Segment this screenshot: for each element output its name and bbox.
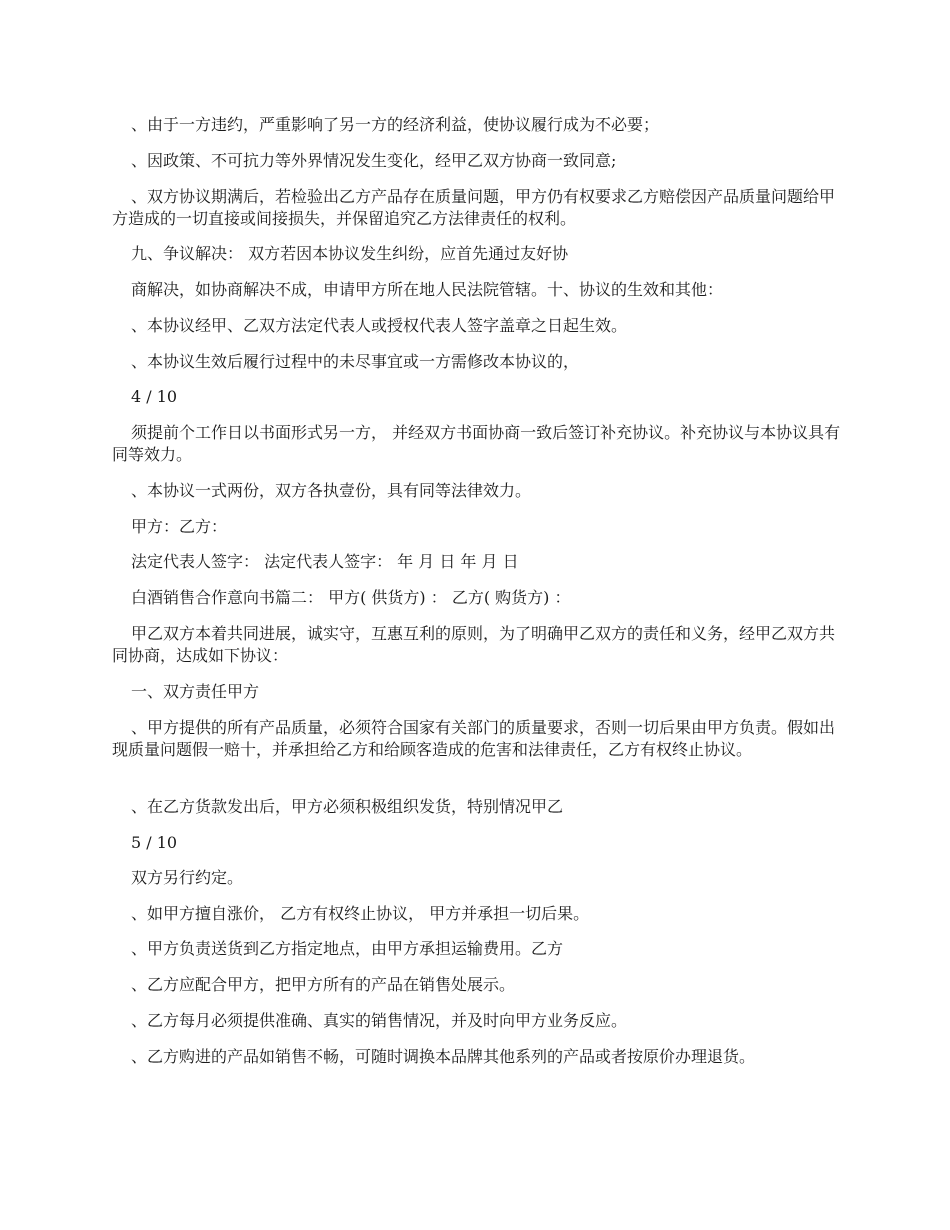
paragraph: 、甲方提供的所有产品质量，必须符合国家有关部门的质量要求，否则一切后果由甲方负责。假如出现质量问题假一赔十，并承担给乙方和给顾客造成的危害和法律责任，乙方有权终止协议。 [112,718,836,759]
signature-parties: 甲方：乙方： [131,517,228,536]
paragraph: 、双方协议期满后，若检验出乙方产品存在质量问题，甲方仍有权要求乙方赔偿因产品质量问题给甲方造成的一切直接或间接损失，并保留追究乙方法律责任的权利。 [112,187,836,228]
paragraph: 双方另行约定。 [131,868,244,887]
section-heading: 一、双方责任甲方 [131,682,260,701]
paragraph: 、乙方应配合甲方，把甲方所有的产品在销售处展示。 [131,975,516,994]
paragraph: 、乙方每月必须提供准确、真实的销售情况，并及时向甲方业务反应。 [131,1011,628,1030]
paragraph: 、本协议经甲、乙双方法定代表人或授权代表人签字盖章之日起生效。 [131,316,628,335]
paragraph: 、因政策、不可抗力等外界情况发生变化，经甲乙双方协商一致同意; [131,151,617,170]
paragraph: 、乙方购进的产品如销售不畅，可随时调换本品牌其他系列的产品或者按原价办理退货。 [131,1047,756,1066]
paragraph: 商解决，如协商解决不成，申请甲方所在地人民法院管辖。十、协议的生效和其他： [131,280,724,299]
paragraph: 、甲方负责送货到乙方指定地点，由甲方承担运输费用。乙方 [131,939,564,958]
paragraph: 、本协议一式两份，双方各执壹份，具有同等法律效力。 [131,481,532,500]
page-number: 4 / 10 [131,387,178,406]
document-title: 白酒销售合作意向书篇二： 甲方( 供货方) ： 乙方( 购货方) ： [131,588,571,607]
paragraph: 、由于一方违约，严重影响了另一方的经济利益，使协议履行成为不必要； [131,115,660,134]
paragraph: 、在乙方货款发出后，甲方必须积极组织发货，特别情况甲乙 [131,797,564,816]
signature-line: 法定代表人签字： 法定代表人签字： 年 月 日 年 月 日 [131,552,519,571]
section-heading: 九、争议解决： 双方若因本协议发生纠纷，应首先通过友好协 [131,244,569,263]
paragraph: 、如甲方擅自涨价， 乙方有权终止协议， 甲方并承担一切后果。 [131,904,590,923]
paragraph: 须提前个工作日以书面形式另一方， 并经双方书面协商一致后签订补充协议。补充协议与本协议具有同等效力。 [112,423,841,464]
paragraph: 、本协议生效后履行过程中的未尽事宜或一方需修改本协议的， [131,352,580,371]
page-number: 5 / 10 [131,833,178,852]
paragraph: 甲乙双方本着共同进展，诚实守，互惠互利的原则，为了明确甲乙双方的责任和义务，经甲乙双方共同协商，达成如下协议： [112,624,836,665]
